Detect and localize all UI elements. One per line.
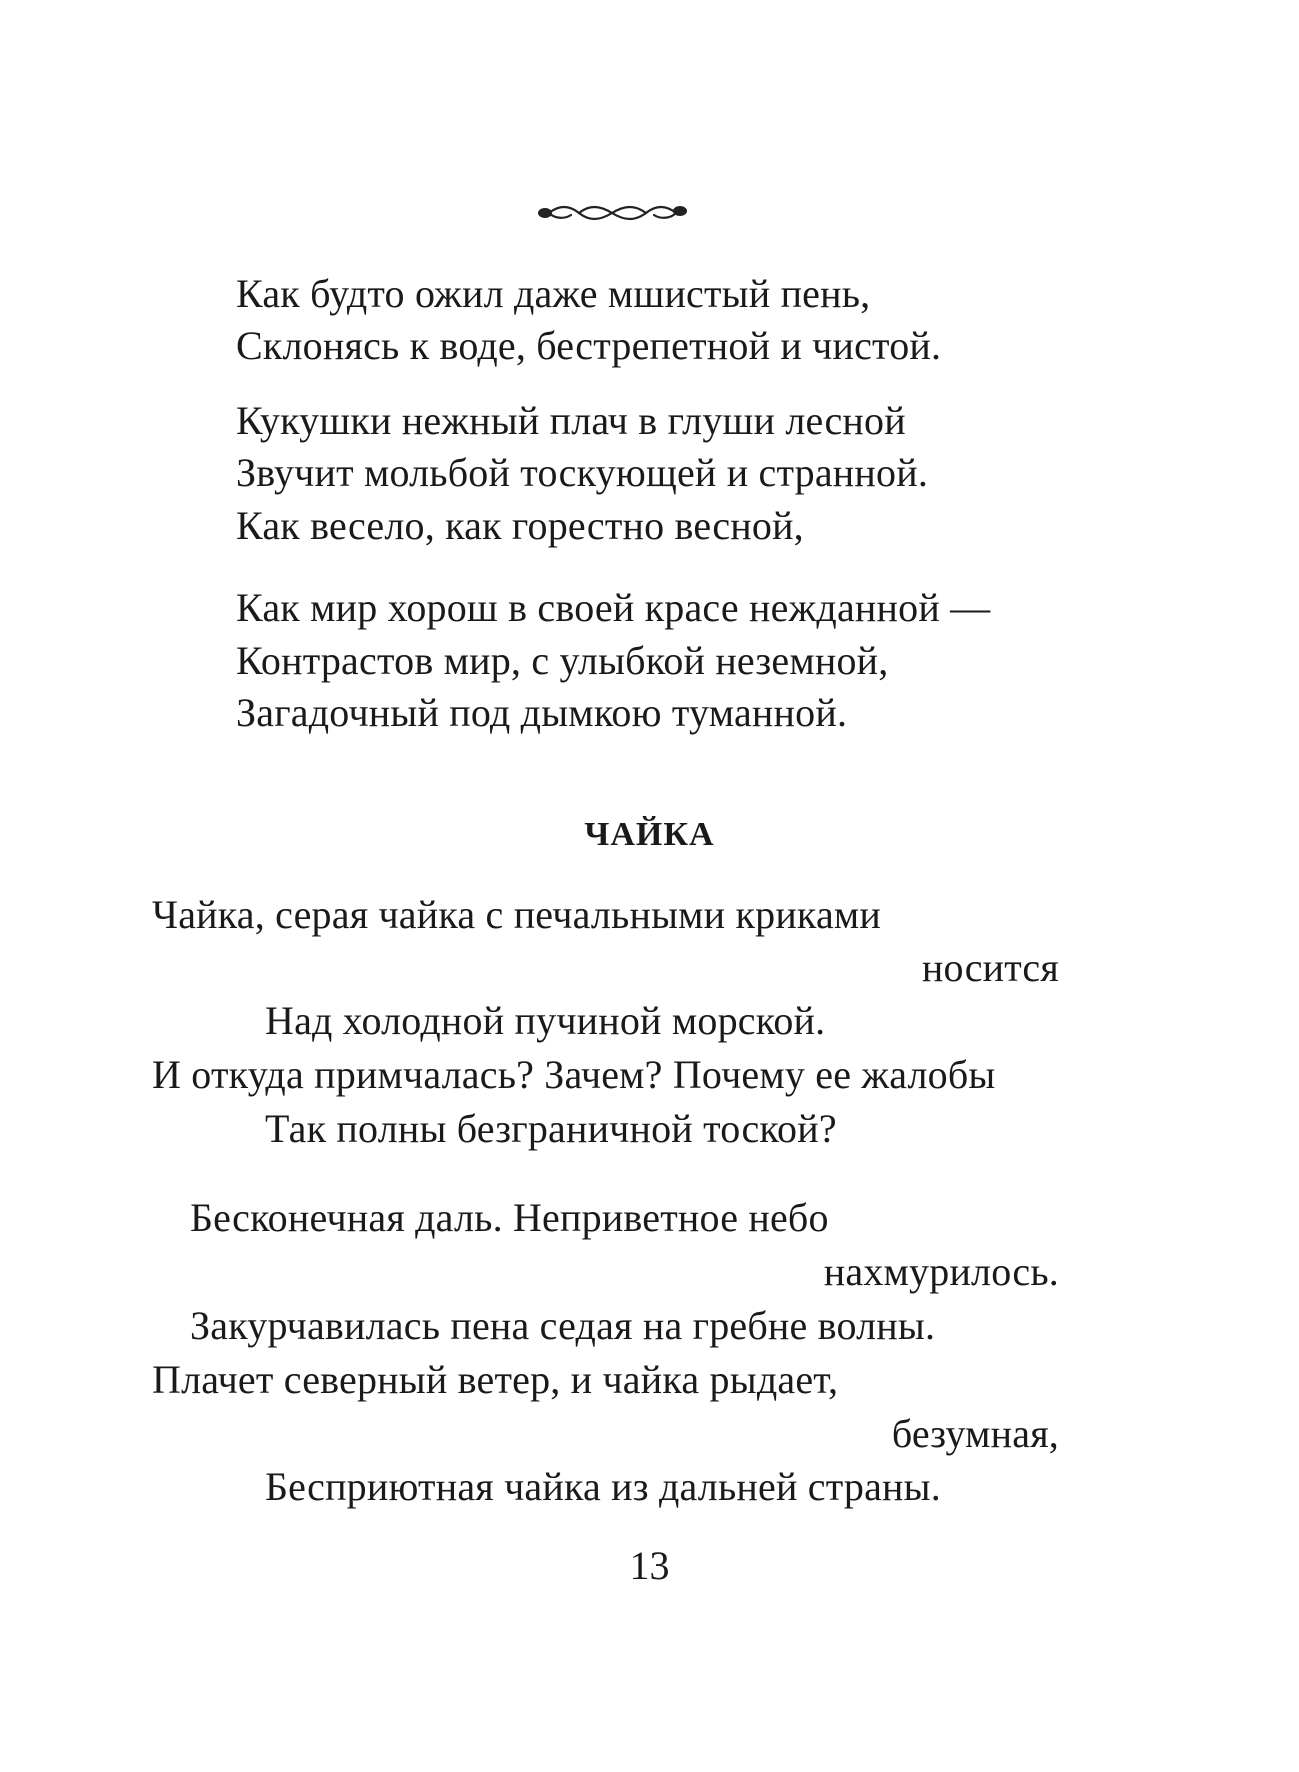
- poem1-line-6: Как мир хорош в своей красе нежданной —: [236, 585, 991, 630]
- poem2-line-4: И откуда примчалась? Зачем? Почему ее жалобы: [152, 1052, 996, 1097]
- poem2-line-1: Чайка, серая чайка с печальными криками: [152, 892, 882, 937]
- ornament-divider-icon: [535, 195, 690, 235]
- poem2-line-8: Закурчавилась пена седая на гребне волны.: [190, 1303, 936, 1348]
- poem2-line-3: Над холодной пучиной морской.: [265, 998, 826, 1043]
- poem2-line-6: Бесконечная даль. Неприветное небо: [190, 1195, 829, 1240]
- poem1-line-5: Как весело, как горестно весной,: [236, 503, 804, 548]
- poem2-line-11: Бесприютная чайка из дальней страны.: [265, 1464, 941, 1509]
- poem1-line-1: Как будто ожил даже мшистый пень,: [236, 271, 871, 316]
- poem1-line-2: Склонясь к воде, бестрепетной и чистой.: [236, 323, 942, 368]
- poem2-line-10: безумная,: [891, 1411, 1059, 1456]
- poem-title: ЧАЙКА: [584, 816, 715, 853]
- poem2-line-5: Так полны безграничной тоской?: [265, 1106, 837, 1151]
- poem1-line-3: Кукушки нежный плач в глуши лесной: [236, 398, 906, 443]
- poem1-line-4: Звучит мольбой тоскующей и странной.: [236, 450, 929, 495]
- poem2-line-2: носится: [921, 945, 1059, 990]
- poem2-line-9: Плачет северный ветер, и чайка рыдает,: [152, 1357, 839, 1402]
- page-number: 13: [629, 1543, 670, 1588]
- poem2-line-7: нахмурилось.: [823, 1249, 1059, 1294]
- poem1-line-7: Контрастов мир, с улыбкой неземной,: [236, 638, 889, 683]
- poem1-line-8: Загадочный под дымкою туманной.: [236, 690, 848, 735]
